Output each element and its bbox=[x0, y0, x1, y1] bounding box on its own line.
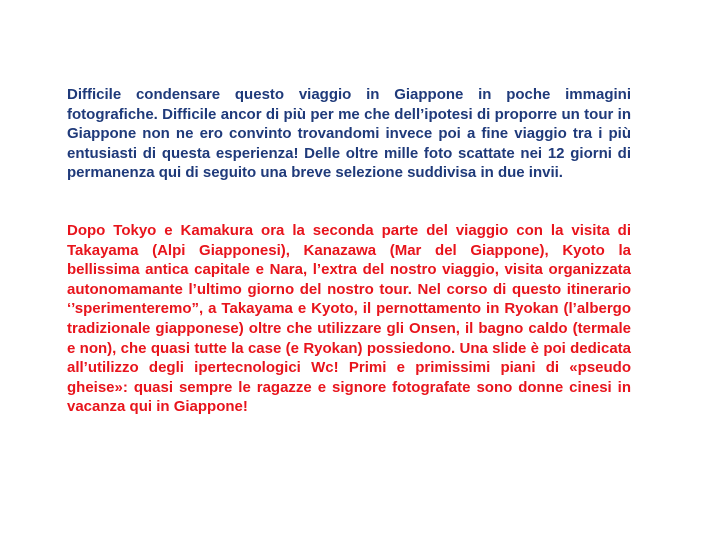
intro-paragraph: Difficile condensare questo viaggio in Giappone in poche immagini fotografiche. Difficile ancor di più per me che dell’ipotesi di proporre un tour in Giappone non ne ero convinto trovandomi invece poi a fine viaggio tra i più entusiasti di questa esperienza! Delle oltre mille foto scattate nei 12 giorni di permanenza qui di seguito una breve selezione suddivisa in due invii. bbox=[67, 86, 631, 182]
itinerary-paragraph: Dopo Tokyo e Kamakura ora la seconda parte del viaggio con la visita di Takayama (Alpi Giapponesi), Kanazawa (Mar del Giappone), Kyoto la bellissima antica capitale e Nara, l’extra del nostro viaggio, visita organizzata autonomamante l’ultimo giorno del nostro tour. Nel corso di questo itinerario ‘’sperimenteremo”, a Takayama e Kyoto, il pernottamento in Ryokan (l’albergo tradizionale giapponese) oltre che utilizzare gli Onsen, il bagno caldo (termale e non), che quasi tutte la case (e Ryokan) possiedono. Una slide è poi dedicata all’utilizzo degli ipertecnologici Wc! Primi e primissimi piani di «pseudo gheise»: quasi sempre le ragazze e signore fotografate sono donne cinesi in vacanza qui in Giappone! bbox=[67, 222, 631, 416]
